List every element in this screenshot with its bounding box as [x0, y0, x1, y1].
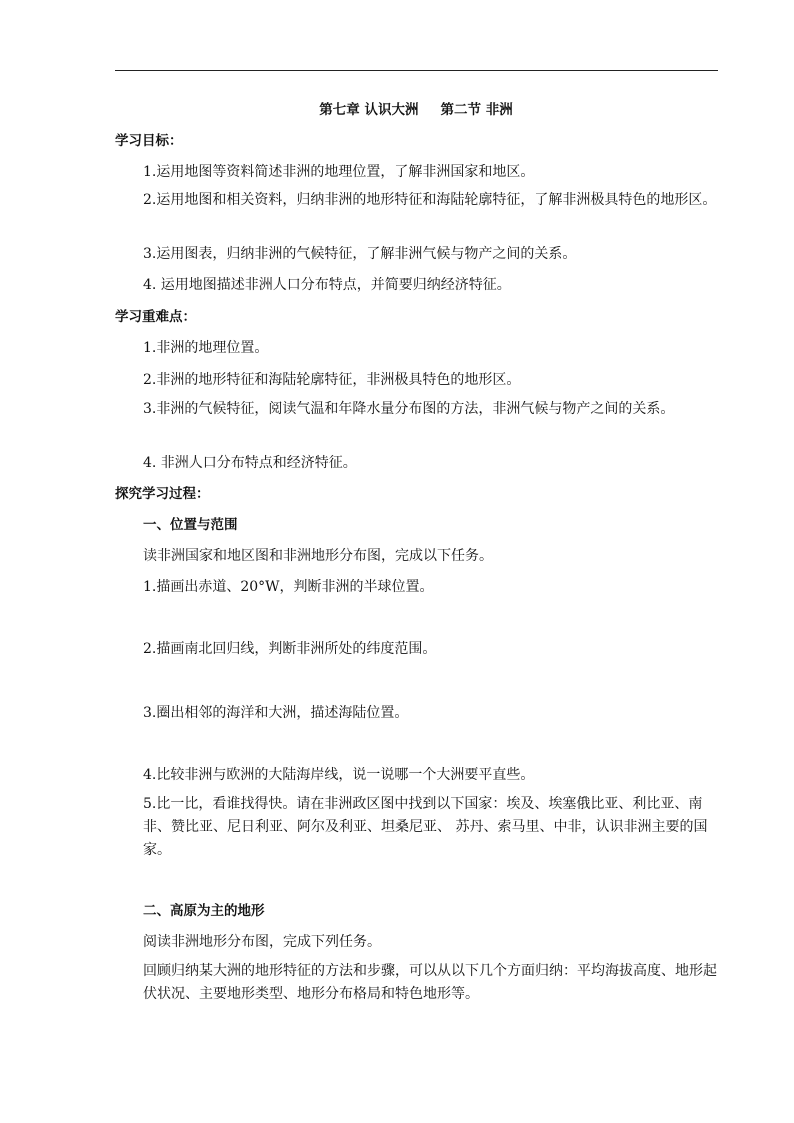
part1-heading: 一、位置与范围: [143, 517, 238, 533]
task-item: 4.比较非洲与欧洲的大陆海岸线，说一说哪一个大洲要平直些。: [143, 767, 535, 783]
page-title: [0, 100, 794, 120]
key-point-item: 2.非洲的地形特征和海陆轮廓特征，非洲极具特色的地形区。: [143, 372, 521, 388]
task-item: 5.比一比，看谁找得快。请在非洲政区图中找到以下国家：埃及、埃塞俄比亚、利比亚、南非、赞比亚、尼日利亚、阿尔及利亚、坦桑尼亚、 苏丹、索马里、中非，认识非洲主要的国家。: [143, 796, 708, 858]
key-point-item: 3.非洲的气候特征，阅读气温和年降水量分布图的方法，非洲气候与物产之间的关系。: [143, 401, 675, 417]
key-points-heading: 学习重难点：: [115, 309, 196, 325]
key-point-item: 1.非洲的地理位置。: [143, 340, 269, 356]
objective-item: 1.运用地图等资料简述非洲的地理位置，了解非洲国家和地区。: [143, 164, 535, 180]
chapter-title: 第七章 认识大洲: [319, 102, 419, 118]
part2-intro: 阅读非洲地形分布图，完成下列任务。: [143, 934, 381, 950]
task-item: 1.描画出赤道、20°W，判断非洲的半球位置。: [143, 579, 434, 595]
objectives-heading: 学习目标：: [115, 133, 183, 149]
objective-item: 4. 运用地图描述非洲人口分布特点，并简要归纳经济特征。: [143, 277, 511, 293]
objective-item: 2.运用地图和相关资料，归纳非洲的地形特征和海陆轮廓特征，了解非洲极具特色的地形区。: [143, 192, 717, 208]
part2-text: 回顾归纳某大洲的地形特征的方法和步骤，可以从以下几个方面归纳：平均海拔高度、地形起伏状况、主要地形类型、地形分布格局和特色地形等。: [143, 963, 717, 1002]
task-item: 2.描画南北回归线，判断非洲所处的纬度范围。: [143, 641, 437, 657]
header-rule: [115, 70, 718, 71]
task-item: 3.圈出相邻的海洋和大洲，描述海陆位置。: [143, 705, 409, 721]
process-heading: 探究学习过程：: [115, 486, 210, 502]
key-point-item: 4. 非洲人口分布特点和经济特征。: [143, 455, 357, 471]
section-title: 第二节 非洲: [440, 102, 513, 118]
part1-intro: 读非洲国家和地区图和非洲地形分布图，完成以下任务。: [143, 548, 493, 564]
objective-item: 3.运用图表，归纳非洲的气候特征，了解非洲气候与物产之间的关系。: [143, 246, 577, 262]
part2-heading: 二、高原为主的地形: [143, 903, 265, 919]
